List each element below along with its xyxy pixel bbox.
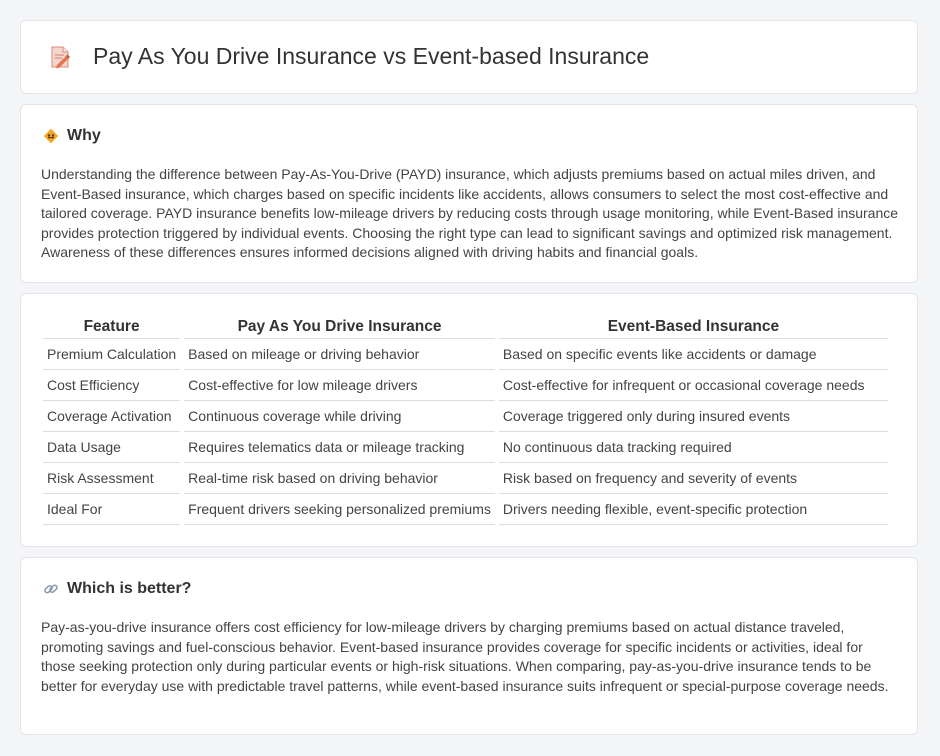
table-cell: Drivers needing flexible, event-specific protection [499,494,888,525]
table-cell: Risk based on frequency and severity of events [499,463,888,494]
title-card [20,20,918,94]
better-text: Pay-as-you-drive insurance offers cost efficiency for low-mileage drivers by charging premiums based on actual distance traveled, promoting savings and fuel-conscious behavior. Event-based insurance provides coverage for specific incidents or activities, ideal for those seeking protection only during particular events or high-risk situations. When comparing, pay-as-you-drive insurance tends to be better for everyday use with predictable travel patterns, while event-based insurance suits infrequent or special-purpose coverage needs. [41,619,889,694]
link-icon [43,581,59,597]
table-cell: Coverage triggered only during insured events [499,401,888,432]
comparison-section [20,293,918,547]
table-row [43,370,888,401]
table-cell: Cost-effective for infrequent or occasional coverage needs [499,370,888,401]
title-row [47,43,649,70]
table-cell: No continuous data tracking required [499,432,888,463]
table-cell: Real-time risk based on driving behavior [184,463,495,494]
why-text: Understanding the difference between Pay-As-You-Drive (PAYD) insurance, which adjusts premiums based on actual miles driven, and Event-Based insurance, which charges based on specific incidents like accidents, allows consumers to select the most cost-effective and tailored coverage. PAYD insurance benefits low-mileage drivers by reducing costs through usage monitoring, while Event-Based insurance provides protection triggered by individual events. Choosing the right type can lead to significant savings and optimized risk management. Awareness of these differences ensures informed decisions aligned with driving habits and financial goals. [41,166,899,261]
comparison-table [39,316,892,525]
better-header [43,580,191,598]
table-cell: Risk Assessment [43,463,180,494]
why-heading: Why [67,127,101,144]
table-row [43,432,888,463]
table-cell: Continuous coverage while driving [184,401,495,432]
table-cell: Data Usage [43,432,180,463]
table-cell: Frequent drivers seeking personalized premiums [184,494,495,525]
table-cell: Premium Calculation [43,339,180,370]
page-title: Pay As You Drive Insurance vs Event-based Insurance [93,43,650,69]
road-sign-icon [43,128,59,144]
table-cell: Cost Efficiency [43,370,180,401]
document-edit-icon [47,44,73,70]
column-header-event: Event-Based Insurance [499,316,888,339]
table-row [43,339,888,370]
why-section [20,104,918,283]
which-better-section [20,557,918,735]
table-cell: Requires telematics data or mileage tracking [184,432,495,463]
table-row [43,401,888,432]
better-heading: Which is better? [67,580,192,597]
table-cell: Ideal For [43,494,180,525]
table-cell: Based on specific events like accidents or damage [499,339,888,370]
column-header-payd: Pay As You Drive Insurance [184,316,495,339]
column-header-feature: Feature [43,316,180,339]
table-cell: Based on mileage or driving behavior [184,339,495,370]
table-row [43,463,888,494]
table-row [43,494,888,525]
why-header [43,127,101,145]
table-header-row [43,316,888,339]
table-cell: Coverage Activation [43,401,180,432]
table-cell: Cost-effective for low mileage drivers [184,370,495,401]
